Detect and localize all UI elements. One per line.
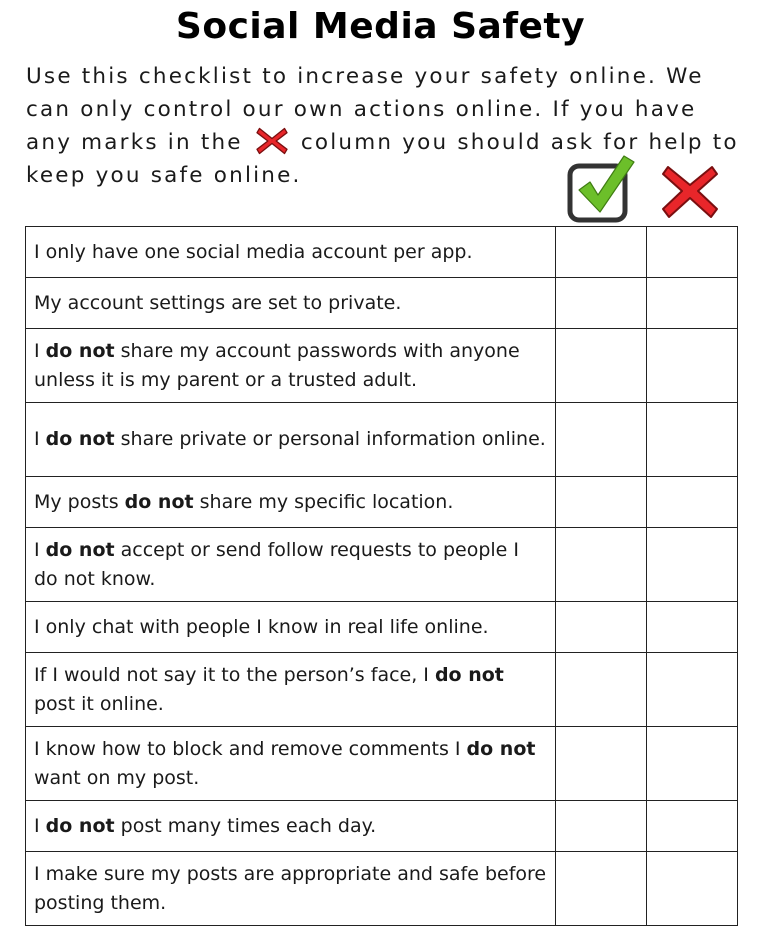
checklist-row [26, 852, 738, 926]
no-cell[interactable] [647, 403, 738, 477]
no-cell[interactable] [647, 801, 738, 852]
checklist-table [25, 226, 738, 926]
checklist-row [26, 602, 738, 653]
checklist-row [26, 727, 738, 801]
checklist-row [26, 801, 738, 852]
statement: I make sure my posts are appropriate and safe before posting them. [26, 852, 556, 926]
intro-part-2: column you should ask for help to keep you safe online. [26, 130, 739, 188]
yes-cell[interactable] [556, 329, 647, 403]
no-cell[interactable] [647, 602, 738, 653]
no-cell[interactable] [647, 227, 738, 278]
no-cell[interactable] [647, 278, 738, 329]
checklist-row [26, 403, 738, 477]
yes-cell[interactable] [556, 403, 647, 477]
statement: My posts do not share my specific location. [26, 477, 556, 528]
checklist-row [26, 653, 738, 727]
yes-cell[interactable] [556, 278, 647, 329]
checklist-row [26, 329, 738, 403]
no-cell[interactable] [647, 653, 738, 727]
statement: I only have one social media account per app. [26, 227, 556, 278]
red-x-icon [252, 126, 292, 156]
yes-cell[interactable] [556, 852, 647, 926]
statement: I do not share private or personal information online. [26, 403, 556, 477]
yes-cell[interactable] [556, 602, 647, 653]
statement: If I would not say it to the person’s face, I do not post it online. [26, 653, 556, 727]
statement: My account settings are set to private. [26, 278, 556, 329]
checklist-row [26, 528, 738, 602]
page-title: Social Media Safety [175, 6, 586, 47]
yes-cell[interactable] [556, 727, 647, 801]
checklist-row [26, 227, 738, 278]
no-cell[interactable] [647, 727, 738, 801]
checklist-row [26, 278, 738, 329]
checklist-row [26, 477, 738, 528]
red-x-icon [660, 163, 720, 221]
intro-part-1: Use this checklist to increase your safety online. We can only control our own actions online. If you have any marks in the [26, 64, 704, 155]
yes-cell[interactable] [556, 801, 647, 852]
intro-text [26, 60, 746, 192]
yes-cell[interactable] [556, 227, 647, 278]
no-cell[interactable] [647, 329, 738, 403]
no-cell[interactable] [647, 477, 738, 528]
statement: I only chat with people I know in real life online. [26, 602, 556, 653]
statement: I do not accept or send follow requests to people I do not know. [26, 528, 556, 602]
yes-cell[interactable] [556, 528, 647, 602]
no-cell[interactable] [647, 852, 738, 926]
yes-cell[interactable] [556, 653, 647, 727]
statement: I know how to block and remove comments I do not want on my post. [26, 727, 556, 801]
no-cell[interactable] [647, 528, 738, 602]
yes-cell[interactable] [556, 477, 647, 528]
statement: I do not share my account passwords with anyone unless it is my parent or a trusted adult. [26, 329, 556, 403]
statement: I do not post many times each day. [26, 801, 556, 852]
green-check-icon [566, 152, 636, 224]
